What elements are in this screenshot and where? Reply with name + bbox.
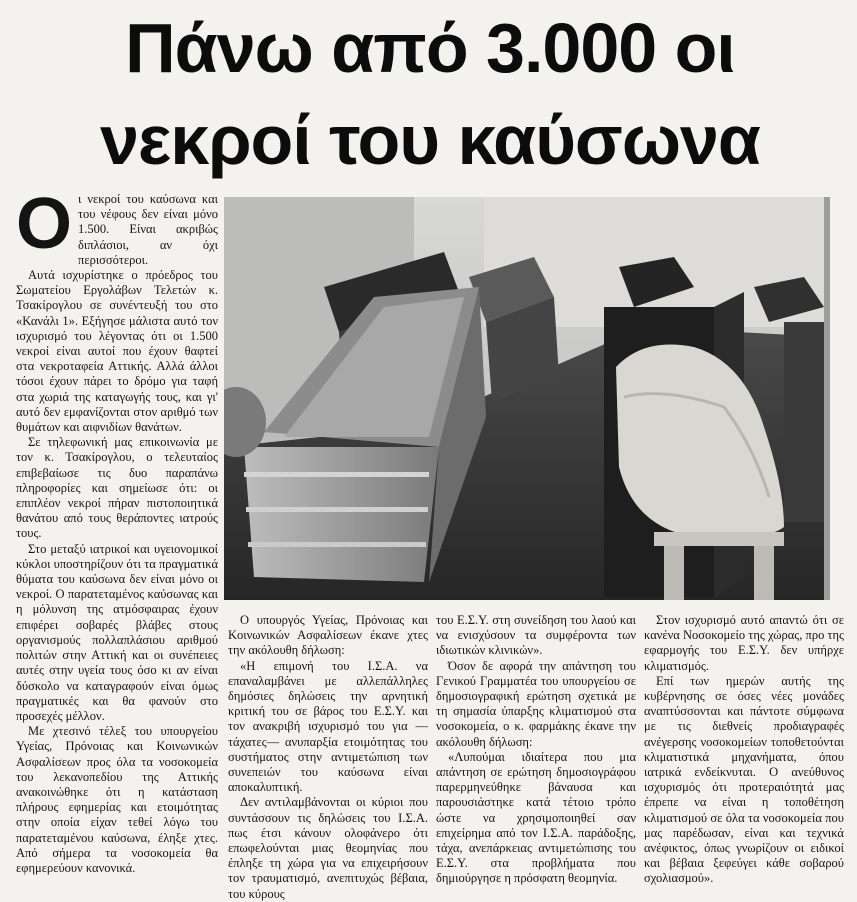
paragraph: Επί των ημερών αυτής της κυβέρνησης σε όσες νέες μονάδες αναπτύσσονται και πάντοτε σύμφωνα με τις διεθνείς προδιαγραφές ανέγερσης νοσοκομείων τοποθετούνται κλιματιστικά μηχανήματα, όπου ιατρικά ενδείκνυται. Ο ανεύθυνος ισχυρισμός ότι προτεραιότητά μας έπρεπε να είναι η τοποθέτηση κλιματισμού σε όλα τα νοσοκομεία που μας παρέδωσαν, είναι και τεχνικά ανέφικτος, όπως γνωρίζουν οι ειδικοί και βέβαια ξεφεύγει κάθε σοβαρού σχολιασμού».: [644, 673, 844, 886]
coffins-photo: [224, 197, 830, 600]
headline-line-2: νεκροί του καύσωνα: [100, 101, 760, 179]
paragraph: Δεν αντιλαμβάνονται οι κύριοι που συντάσσουν τις δηλώσεις του Ι.Σ.Α. πως έτσι κάνουν ολοφάνερο ότι επωφελούνται μιας θεομηνίας που έπληξε τη χώρα για να επιχειρήσουν τον τραυματισμό, ανεπιτυχώς βέβαια, του κύρους: [228, 795, 428, 901]
drop-cap: Ο: [16, 184, 73, 264]
headline: [10, 2, 850, 186]
paragraph: «Η επιμονή του Ι.Σ.Α. να επαναλαμβάνει με αλλεπάλληλες δημόσιες δηλώσεις την αρνητική κριτική του σε βάρος του Ε.Σ.Υ. και τον ανακριβή ισχυρισμό του για — τάχατες— ανυπαρξία ετοιμότητας του συστήματος στην αντιμετώπιση των συνεπειών του καύσωνα είναι αποκαλυπτική.: [228, 658, 428, 795]
paragraph: Σε τηλεφωνική μας επικοινωνία με τον κ. Τσακίρογλου, ο τελευταίος επιβεβαίωσε τις δυο παραπάνω πληροφορίες και σημείωσε ότι: οι επιπλέον νεκροί πήραν πιστοποιητικά θανάτου από τους θεράποντες ιατρούς τους.: [16, 435, 218, 541]
article-column-1: [16, 184, 218, 876]
paragraph: Στο μεταξύ ιατρικοί και υγειονομικοί κύκλοι υποστηρίζουν ότι τα πραγματικά θύματα του καύσωνα δεν είναι μόνο οι νεκροί. Ο παρατεταμένος καύσωνας και η μόλυνση της ατμόσφαιρας έχουν επιφέρει σοβαρές βλάβες στους οργανισμούς πολλαπλάσιου αριθμού πολιτών στην Αττική και οι συνέπειες αυτές στην υγεία τους όσο κι αν είναι δύσκολο να καταγραφούν είναι όμως πραγματικές και θα φανούν στο προσεχές μέλλον.: [16, 541, 218, 723]
lead-text: ι νεκροί του καύσωνα και του νέφους δεν είναι μόνο 1.500. Είναι ακριβώς διπλάσιοι, αν όχι περισσότεροι.: [78, 192, 218, 267]
headline-line-1: Πάνω από 3.000 οι: [125, 9, 735, 87]
paragraph: Με χτεσινό τέλεξ του υπουργείου Υγείας, Πρόνοιας και Κοινωνικών Ασφαλίσεων προς όλα τα νοσοκομεία του λεκανοπεδίου της Αττικής ανακοινώθηκε ότι η κατάσταση πλήρους εφημερίας και ετοιμότητας στην οποία είχαν τεθεί λόγω του παρατεταμένου καύσωνα, έληξε χτες. Από σήμερα τα νοσοκομεία θα εφημερεύουν κανονικά.: [16, 724, 218, 875]
paragraph: Όσον δε αφορά την απάντηση του Γενικού Γραμματέα του υπουργείου σε δημοσιογραφική ερώτηση σχετικά με τη σημασία ύπαρξης κλιματισμού στα νοσοκομεία, ο κ. φαρμάκης έκανε την ακόλουθη δήλωση:: [436, 658, 636, 749]
lead-paragraph: [16, 184, 218, 268]
paragraph: Στον ισχυρισμό αυτό απαντώ ότι σε κανένα Νοσοκομείο της χώρας, προ της εφαρμογής του Ε.Σ.Υ. δεν υπήρχε κλιματισμός.: [644, 613, 844, 673]
paragraph: «Λυπούμαι ιδιαίτερα που μια απάντηση σε ερώτηση δημοσιογράφου παρερμηνεύθηκε βάναυσα και παρουσιάστηκε κατά τέτοιο τρόπο ώστε να χρησιμοποιηθεί σαν επιχείρημα από τον Ι.Σ.Α. παράδοξης, τάχα, ανεπάρκειας αντιμετώπισης του Ε.Σ.Υ. στα προβλήματα που δημιούργησε η πρόσφατη θεομηνία.: [436, 749, 636, 886]
article-column-3: [436, 613, 636, 887]
article-column-4: [644, 613, 844, 887]
article-column-2: [228, 613, 428, 902]
paragraph: του Ε.Σ.Υ. στη συνείδηση του λαού και να ενισχύσουν τα συμφέροντα των ιδιωτικών κλινικών».: [436, 613, 636, 658]
paragraph: Αυτά ισχυρίστηκε ο πρόεδρος του Σωματείου Εργολάβων Τελετών κ. Τσακίρογλου σε συνέντευξή του στο «Κανάλι 1». Εξήγησε μάλιστα αυτό τον ισχυρισμό του λέγοντας ότι οι 1.500 νεκροί είναι αυτοί που έχουν θαφτεί στα νεκροταφεία Αττικής. Αλλά άλλοι τόσοι έχουν πάρει το δρόμο για ταφή στα χωριά της καταγωγής τους, και γι' αυτό δεν εμφανίζονται στον αριθμό των θυμάτων και αιφνιδίων θανάτων.: [16, 268, 218, 435]
coffins-photo-icon: [224, 197, 830, 600]
paragraph: Ο υπουργός Υγείας, Πρόνοιας και Κοινωνικών Ασφαλίσεων έκανε χτες την ακόλουθη δήλωση:: [228, 613, 428, 658]
